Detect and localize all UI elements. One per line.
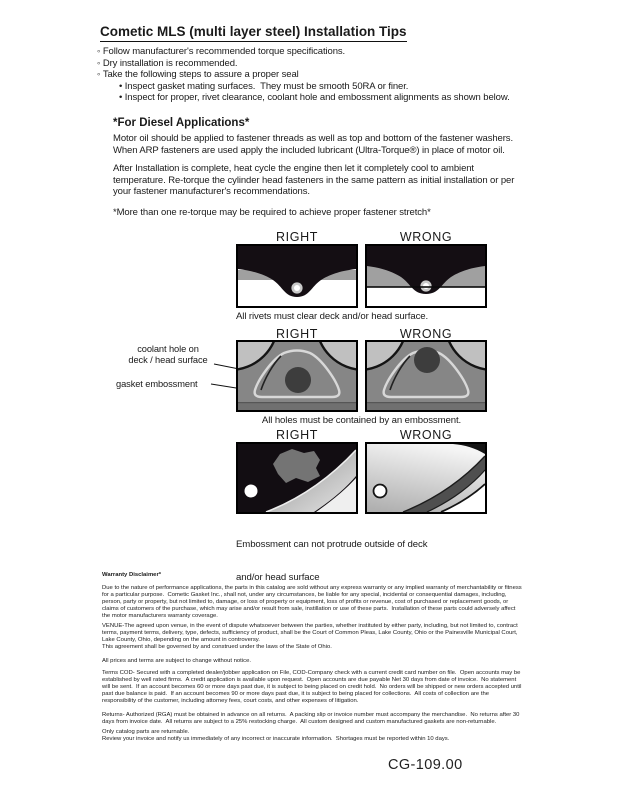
warranty-heading: Warranty Disclaimer* (102, 572, 162, 578)
page-title: Cometic MLS (multi layer steel) Installation Tips (100, 24, 407, 42)
bullet-item: ◦ Dry installation is recommended. (97, 58, 510, 70)
row3-wrong-label: WRONG (399, 428, 453, 442)
rivet-clearance-wrong-diagram (365, 244, 487, 308)
warranty-paragraph-1: Due to the nature of performance applications, the parts in this catalog are sold without any express warranty or any implied warranty of merchantability or fitness for a particular purpose. Cometic Gasket Inc., shall not, under any circumstances, be liable for any special, incidental or consequential damages, including, person, party or property, but not limited to, damage, or loss of property or equipment, loss of profits or revenue, cost of purchased or replacement goods, or claims of customers of the purchase, which may arise and/or result from sale, instillation or use of these parts. Installation of these parts could adversely affect the motor manufacturers warranty coverage. (102, 585, 524, 619)
install-tips-list (97, 46, 510, 104)
retorque-note: *More than one re-torque may be required to achieve proper fastener stretch* (113, 207, 431, 218)
rivet-clearance-right-diagram (236, 244, 358, 308)
row2-right-label: RIGHT (276, 327, 318, 341)
diesel-applications-heading: *For Diesel Applications* (113, 117, 250, 129)
returns-paragraph: Returns- Authorized (RGA) must be obtained in advance on all returns. A packing slip or invoice number must accompany the merchandise. No returns after 30 days from invoice date. All returns are subject to a 25% restocking charge. All custom designed and custom manufactured gaskets are non-returnable. (102, 712, 522, 725)
coolant-hole-wrong-diagram (365, 340, 487, 412)
returnable-paragraph: Only catalog parts are returnable. Review your invoice and notify us immediately of any incorrect or inaccurate information. Shortages must be reported within 10 days. (102, 729, 450, 742)
prices-terms-line: All prices and terms are subject to change without notice. (102, 658, 251, 664)
sub-bullet-item: • Inspect for proper, rivet clearance, coolant hole and embossment alignments as shown below. (97, 92, 510, 104)
row1-caption: All rivets must clear deck and/or head surface. (236, 311, 429, 322)
terms-cod-paragraph: Terms COD- Secured with a completed dealer/jobber application on File, COD-Company check with a current credit card number on file. Open accounts may be established by well rated firms. A credit application is available upon request. Open accounts are due payable Net 30 days from date of invoice. No statement will be sent. If an account becomes 60 or more days past due, it is subject to being placed on credit hold. No orders will be shipped or new orders accepted until past due balance is paid. If an account becomes 90 or more days past due, it is subject to being placed for collections. All costs of collection are the responsibility of the customer, including attorney fees, court costs, and other expenses of litigation. (102, 670, 524, 704)
row2-caption: All holes must be contained by an embossment. (261, 415, 462, 426)
sub-bullet-item: • Inspect gasket mating surfaces. They must be smooth 50RA or finer. (97, 81, 510, 93)
bullet-item: ◦ Follow manufacturer's recommended torque specifications. (97, 46, 510, 58)
row1-right-label: RIGHT (276, 230, 318, 244)
embossment-wrong-diagram (365, 442, 487, 514)
row3-right-label: RIGHT (276, 428, 318, 442)
annotation-gasket-embossment: gasket embossment (116, 379, 198, 389)
diesel-paragraph-1: Motor oil should be applied to fastener threads as well as top and bottom of the fastener washers. When ARP fasteners are used apply the included lubricant (Ultra-Torque®) in place of motor oil. (113, 133, 516, 156)
row1-wrong-label: WRONG (399, 230, 453, 244)
embossment-right-diagram (236, 442, 358, 514)
catalog-number: CG-109.00 (388, 757, 463, 773)
row3-caption: Embossment can not protrude outside of deck and/or head surface (236, 539, 428, 583)
coolant-hole-right-diagram (236, 340, 358, 412)
diesel-paragraph-2: After Installation is complete, heat cycle the engine then let it completely cool to ambient temperature. Re-torque the cylinder head fasteners in the same pattern as initial installation or per your fastener manufacturer's recommendations. (113, 163, 517, 198)
row2-wrong-label: WRONG (399, 327, 453, 341)
warranty-paragraph-2: VENUE-The agreed upon venue, in the event of dispute whatsoever between the parties, whether instituted by either party, including, but not limited to, contract terms, payment terms, delivery, type, defects, sufficiency of product, shall be the Court of Common Pleas, Lake County, Ohio or the Painesville Municipal Court, Lake County, Ohio, depending on the amount in controversy. This agreement shall be governed by and construed under the laws of the State of Ohio. (102, 623, 520, 650)
bullet-item: ◦ Take the following steps to assure a proper seal (97, 69, 510, 81)
annotation-coolant-hole: coolant hole on deck / head surface (128, 344, 208, 365)
